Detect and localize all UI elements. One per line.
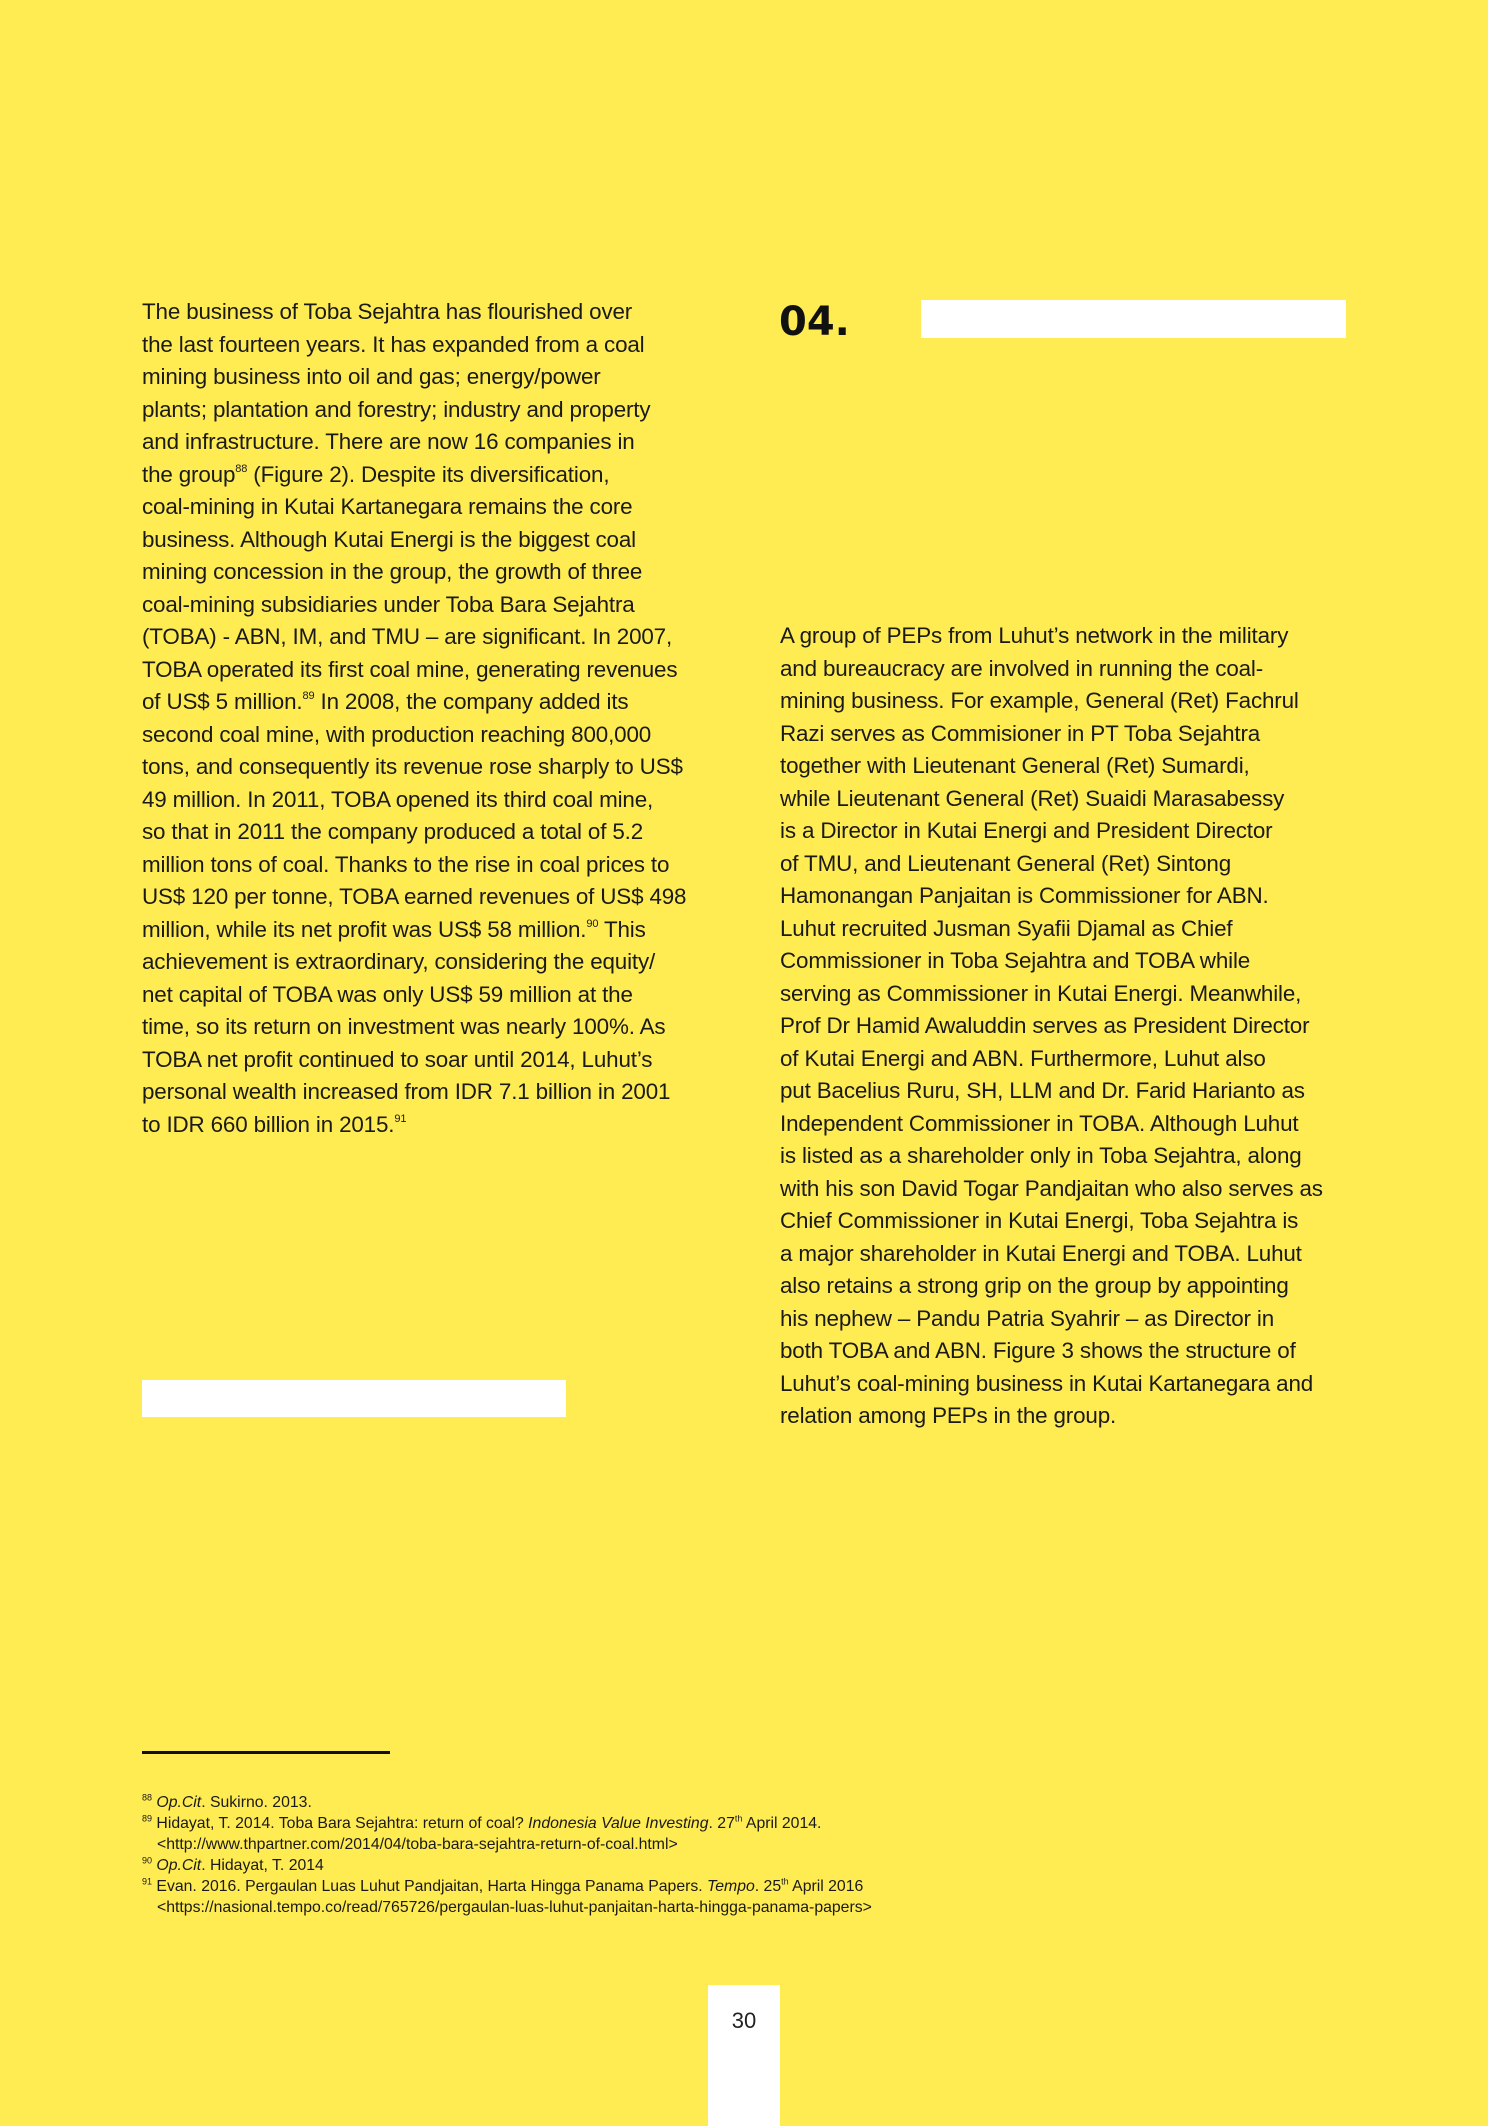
footnote-ref[interactable]: 88 xyxy=(235,462,248,475)
text-line: put Bacelius Ruru, SH, LLM and Dr. Farid Harianto as xyxy=(780,1078,1305,1103)
text-line: business. Although Kutai Energi is the biggest coal xyxy=(142,526,636,552)
text-line: is listed as a shareholder only in Toba Sejahtra, along xyxy=(780,1143,1302,1168)
left-column-text xyxy=(142,296,722,1141)
footnote-90: $^{90}$ Op.Cit. Hidayat, T. 2014 xyxy=(142,1855,324,1874)
text-line: also retains a strong grip on the group by appointing xyxy=(780,1273,1289,1298)
text-line: so that in 2011 the company produced a total of 5.2 xyxy=(142,819,644,844)
text-line: Razi serves as Commisioner in PT Toba Sejahtra xyxy=(780,720,1261,746)
text-line: serving as Commissioner in Kutai Energi. Meanwhile, xyxy=(780,980,1302,1006)
footnote-divider xyxy=(142,1751,390,1754)
footnote-89: $^{89}$ Hidayat, T. 2014. Toba Bara Sejahtra: return of coal? Indonesia Value Investing. 27th April 2014. xyxy=(142,1813,822,1832)
footnote-ref[interactable]: 91 xyxy=(394,1112,407,1125)
text-line: US$ 120 per tonne, TOBA earned revenues of US$ 498 xyxy=(142,884,687,909)
footnote-url[interactable]: <https://nasional.tempo.co/read/765726/pergaulan-luas-luhut-panjaitan-harta-hingga-panama-papers> xyxy=(157,1899,872,1916)
text-line: personal wealth increased from IDR 7.1 billion in 2001 xyxy=(142,1079,671,1104)
text-line: Luhut recruited Jusman Syafii Djamal as Chief xyxy=(780,915,1233,941)
text-line: coal-mining subsidiaries under Toba Bara Sejahtra xyxy=(142,591,635,617)
section-title-bar xyxy=(921,300,1346,338)
right-column-text xyxy=(780,620,1360,1433)
footnote-88: $^{88}$ Op.Cit. Sukirno. 2013. xyxy=(142,1792,312,1811)
footnote-number: 90 xyxy=(142,1855,153,1866)
text-line: together with Lieutenant General (Ret) Sumardi, xyxy=(780,753,1250,778)
text-line: with his son David Togar Pandjaitan who also serves as xyxy=(780,1175,1323,1201)
text-line: and bureaucracy are involved in running the coal- xyxy=(780,655,1264,681)
text-line: both TOBA and ABN. Figure 3 shows the structure of xyxy=(780,1338,1296,1363)
text-line: a major shareholder in Kutai Energi and TOBA. Luhut xyxy=(780,1240,1302,1266)
text-line: Independent Commissioner in TOBA. Although Luhut xyxy=(780,1110,1299,1136)
text-line: of US$ 5 million.$^{89}$ In 2008, the company added its xyxy=(142,689,629,714)
text-line: the group$^{88}$ (Figure 2). Despite its diversification, xyxy=(142,461,610,487)
section-number: 04. xyxy=(779,299,850,345)
text-line: of Kutai Energi and ABN. Furthermore, Luhut also xyxy=(780,1045,1266,1071)
footnote-number: 88 xyxy=(142,1792,153,1803)
text-line: his nephew – Pandu Patria Syahrir – as Director in xyxy=(780,1305,1275,1331)
text-line: of TMU, and Lieutenant General (Ret) Sintong xyxy=(780,850,1232,876)
text-line: mining business. For example, General (Ret) Fachrul xyxy=(780,688,1299,713)
text-line: and infrastructure. There are now 16 companies in xyxy=(142,429,635,454)
text-line: Commissioner in Toba Sejahtra and TOBA while xyxy=(780,948,1251,973)
page-number: 30 xyxy=(731,2008,757,2033)
text-line: 49 million. In 2011, TOBA opened its third coal mine, xyxy=(142,786,654,812)
text-line: The business of Toba Sejahtra has flourished over xyxy=(142,299,633,324)
text-line: Luhut’s coal-mining business in Kutai Kartanegara and xyxy=(780,1370,1314,1396)
text-line: relation among PEPs in the group. xyxy=(780,1403,1117,1428)
text-line: Prof Dr Hamid Awaluddin serves as President Director xyxy=(780,1013,1310,1038)
text-line: the last fourteen years. It has expanded from a coal xyxy=(142,331,645,357)
text-line: achievement is extraordinary, considering the equity/ xyxy=(142,949,656,974)
text-line: mining concession in the group, the growth of three xyxy=(142,559,643,584)
left-caption-bar xyxy=(142,1380,566,1417)
text-line: million, while its net profit was US$ 58 million.$^{90}$ This xyxy=(142,916,646,942)
text-line: to IDR 660 billion in 2015.91 xyxy=(142,1111,407,1137)
text-line: time, so its return on investment was nearly 100%. As xyxy=(142,1014,666,1039)
text-line: net capital of TOBA was only US$ 59 million at the xyxy=(142,981,633,1007)
text-line: TOBA operated its first coal mine, generating revenues xyxy=(142,656,678,682)
footnote-url[interactable]: <http://www.thpartner.com/2014/04/toba-bara-sejahtra-return-of-coal.html> xyxy=(157,1836,678,1853)
text-line: second coal mine, with production reaching 800,000 xyxy=(142,721,652,747)
footnote-number: 91 xyxy=(142,1876,153,1887)
text-line: million tons of coal. Thanks to the rise in coal prices to xyxy=(142,851,670,877)
text-line: Hamonangan Panjaitan is Commissioner for ABN. xyxy=(780,883,1269,908)
text-line: is a Director in Kutai Energi and President Director xyxy=(780,818,1273,843)
footnote-number: 89 xyxy=(142,1813,153,1824)
text-line: TOBA net profit continued to soar until 2014, Luhut’s xyxy=(142,1046,653,1072)
text-line: A group of PEPs from Luhut’s network in the military xyxy=(780,623,1289,648)
text-line: plants; plantation and forestry; industry and property xyxy=(142,396,651,422)
text-line: while Lieutenant General (Ret) Suaidi Marasabessy xyxy=(780,785,1285,811)
text-line: tons, and consequently its revenue rose sharply to US$ xyxy=(142,754,683,779)
text-line: (TOBA) - ABN, IM, and TMU – are significant. In 2007, xyxy=(142,624,673,649)
footnote-91: $^{91}$ Evan. 2016. Pergaulan Luas Luhut Pandjaitan, Harta Hingga Panama Papers. Tempo. 25th April 2016 xyxy=(142,1876,864,1895)
footnotes xyxy=(142,1792,1242,1918)
text-line: mining business into oil and gas; energy/power xyxy=(142,364,601,389)
footnote-ref[interactable]: 90 xyxy=(586,917,599,930)
text-line: Chief Commissioner in Kutai Energi, Toba Sejahtra is xyxy=(780,1208,1299,1233)
footnote-ref[interactable]: 89 xyxy=(302,690,315,703)
text-line: coal-mining in Kutai Kartanegara remains the core xyxy=(142,494,633,519)
